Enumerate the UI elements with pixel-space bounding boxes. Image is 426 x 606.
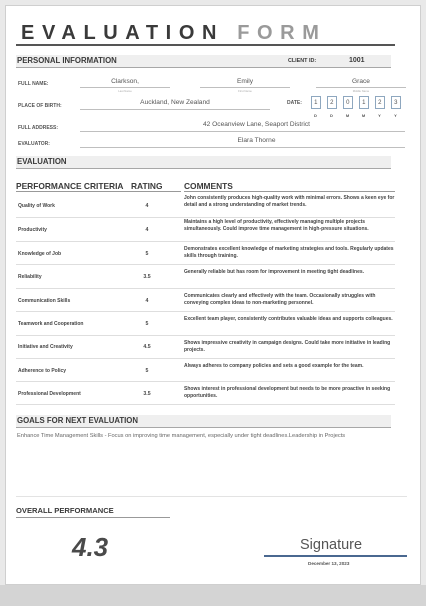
- client-id-value: 1001: [349, 57, 365, 64]
- overall-score: 4.3: [72, 532, 109, 562]
- first-name-value: Emily: [236, 78, 254, 85]
- address-field[interactable]: [80, 121, 405, 132]
- rating-cell: 5: [145, 368, 149, 374]
- rating-column-header: RATING: [131, 181, 163, 191]
- address-label: FULL ADDRESS:: [18, 125, 58, 131]
- date-caption-5: Y: [378, 113, 381, 118]
- goals-text: Enhance Time Management Skills - Focus on improving time management, especially under tight deadlines.Leadership in Projects: [17, 433, 346, 439]
- evaluator-value: Elara Thorne: [237, 137, 276, 144]
- title-part-form: FORM: [237, 22, 327, 44]
- bottom-bar: [0, 585, 426, 606]
- evaluation-title: EVALUATION: [17, 157, 67, 166]
- first-name-caption: First Name: [238, 89, 252, 93]
- overall-performance-header: [16, 506, 170, 518]
- title-part-evaluation: EVALUATION: [21, 22, 225, 44]
- form-title: [21, 22, 326, 45]
- evaluator-label: EVALUATOR:: [18, 141, 50, 147]
- date-digit-4[interactable]: 1: [359, 96, 369, 109]
- signature-line: [264, 555, 407, 557]
- rating-cell: 5: [145, 251, 149, 257]
- evaluator-field[interactable]: [80, 137, 405, 148]
- date-digit-3[interactable]: 0: [343, 96, 353, 109]
- comment-cell: Demonstrates excellent knowledge of marketing strategies and tools. Regularly updates skills through training.: [184, 246, 394, 259]
- row-divider: [16, 381, 395, 382]
- criteria-cell: Adherence to Policy: [18, 368, 67, 374]
- criteria-cell: Initiative and Creativity: [18, 344, 73, 350]
- row-divider: [16, 404, 395, 405]
- full-name-label: FULL NAME:: [18, 81, 49, 87]
- comment-cell: Excellent team player, consistently contributes valuable ideas and supports colleagues.: [184, 316, 393, 322]
- rating-cell: 4.5: [143, 344, 151, 350]
- middle-name-value: Grace: [352, 78, 370, 85]
- date-label: DATE:: [287, 100, 302, 106]
- middle-name-caption: Middle Name: [352, 89, 370, 93]
- rating-cell: 5: [145, 321, 149, 327]
- criteria-cell: Communication Skills: [18, 298, 71, 304]
- evaluation-header: [16, 156, 391, 169]
- criteria-cell: Teamwork and Cooperation: [18, 321, 84, 327]
- row-divider: [16, 264, 395, 265]
- rating-cell: 3.5: [143, 274, 151, 280]
- personal-info-header: [16, 55, 391, 68]
- row-divider: [16, 335, 395, 336]
- goals-title: GOALS FOR NEXT EVALUATION: [17, 416, 138, 425]
- comments-column-header: COMMENTS: [184, 181, 233, 191]
- birthplace-value: Auckland, New Zealand: [140, 99, 210, 106]
- last-name-caption: Last Name: [118, 89, 132, 93]
- comment-cell: Always adheres to company policies and sets a good example for the team.: [184, 363, 364, 369]
- rating-cell: 4: [145, 203, 149, 209]
- birthplace-label: PLACE OF BIRTH:: [18, 103, 62, 109]
- signature-text[interactable]: Signature: [300, 537, 363, 553]
- goals-header: [16, 415, 391, 428]
- date-caption-6: Y: [394, 113, 397, 118]
- client-id-label: CLIENT ID:: [288, 58, 317, 64]
- date-caption-4: M: [361, 113, 366, 118]
- goals-box-bottom: [16, 496, 407, 497]
- rating-cell: 4: [145, 227, 149, 233]
- date-digit-6[interactable]: 3: [391, 96, 401, 109]
- last-name-field[interactable]: [80, 78, 170, 88]
- comment-cell: John consistently produces high-quality work with minimal errors. Shows a keen eye for detail and a strong understanding of market trends.: [184, 195, 395, 208]
- comment-cell: Maintains a high level of productivity, effectively managing multiple projects simultaneously. Could improve time management in high-pressure situations.: [184, 219, 369, 232]
- date-digit-5[interactable]: 2: [375, 96, 385, 109]
- criteria-column-header: PERFORMANCE CRITERIA: [16, 181, 124, 191]
- birthplace-field[interactable]: [80, 99, 270, 110]
- row-divider: [16, 288, 395, 289]
- row-divider: [16, 241, 395, 242]
- table-header-divider-comments: [184, 191, 395, 192]
- row-divider: [16, 358, 395, 359]
- criteria-cell: Professional Development: [18, 391, 81, 397]
- row-divider: [16, 311, 395, 312]
- last-name-value: Clarkson,: [111, 78, 139, 85]
- criteria-cell: Reliability: [18, 274, 42, 280]
- table-header-divider: [16, 191, 181, 192]
- criteria-cell: Productivity: [18, 227, 47, 233]
- date-caption-3: M: [345, 113, 350, 118]
- comment-cell: Communicates clearly and effectively with the team. Occasionally struggles with conveying complex ideas to non-marketing personnel.: [184, 293, 376, 306]
- comment-cell: Shows impressive creativity in campaign designs. Could take more initiative in leading projects.: [184, 340, 391, 353]
- middle-name-field[interactable]: [316, 78, 406, 88]
- comment-cell: Shows interest in professional development but needs to be more proactive in seeking opportunities.: [184, 386, 391, 399]
- title-underline: [16, 44, 395, 46]
- rating-cell: 4: [145, 298, 149, 304]
- rating-cell: 3.5: [143, 391, 151, 397]
- overall-performance-title: OVERALL PERFORMANCE: [16, 506, 114, 515]
- criteria-cell: Knowledge of Job: [18, 251, 62, 257]
- date-caption-2: D: [330, 113, 333, 118]
- personal-info-title: PERSONAL INFORMATION: [17, 56, 117, 65]
- first-name-field[interactable]: [200, 78, 290, 88]
- date-caption-1: D: [314, 113, 317, 118]
- criteria-cell: Quality of Work: [18, 203, 55, 209]
- date-digit-2[interactable]: 2: [327, 96, 337, 109]
- row-divider: [16, 217, 395, 218]
- address-value: 42 Oceanview Lane, Seaport District: [202, 121, 311, 128]
- signature-date: December 13, 2023: [308, 561, 350, 566]
- comment-cell: Generally reliable but has room for improvement in meeting tight deadlines.: [184, 269, 365, 275]
- date-digit-1[interactable]: 1: [311, 96, 321, 109]
